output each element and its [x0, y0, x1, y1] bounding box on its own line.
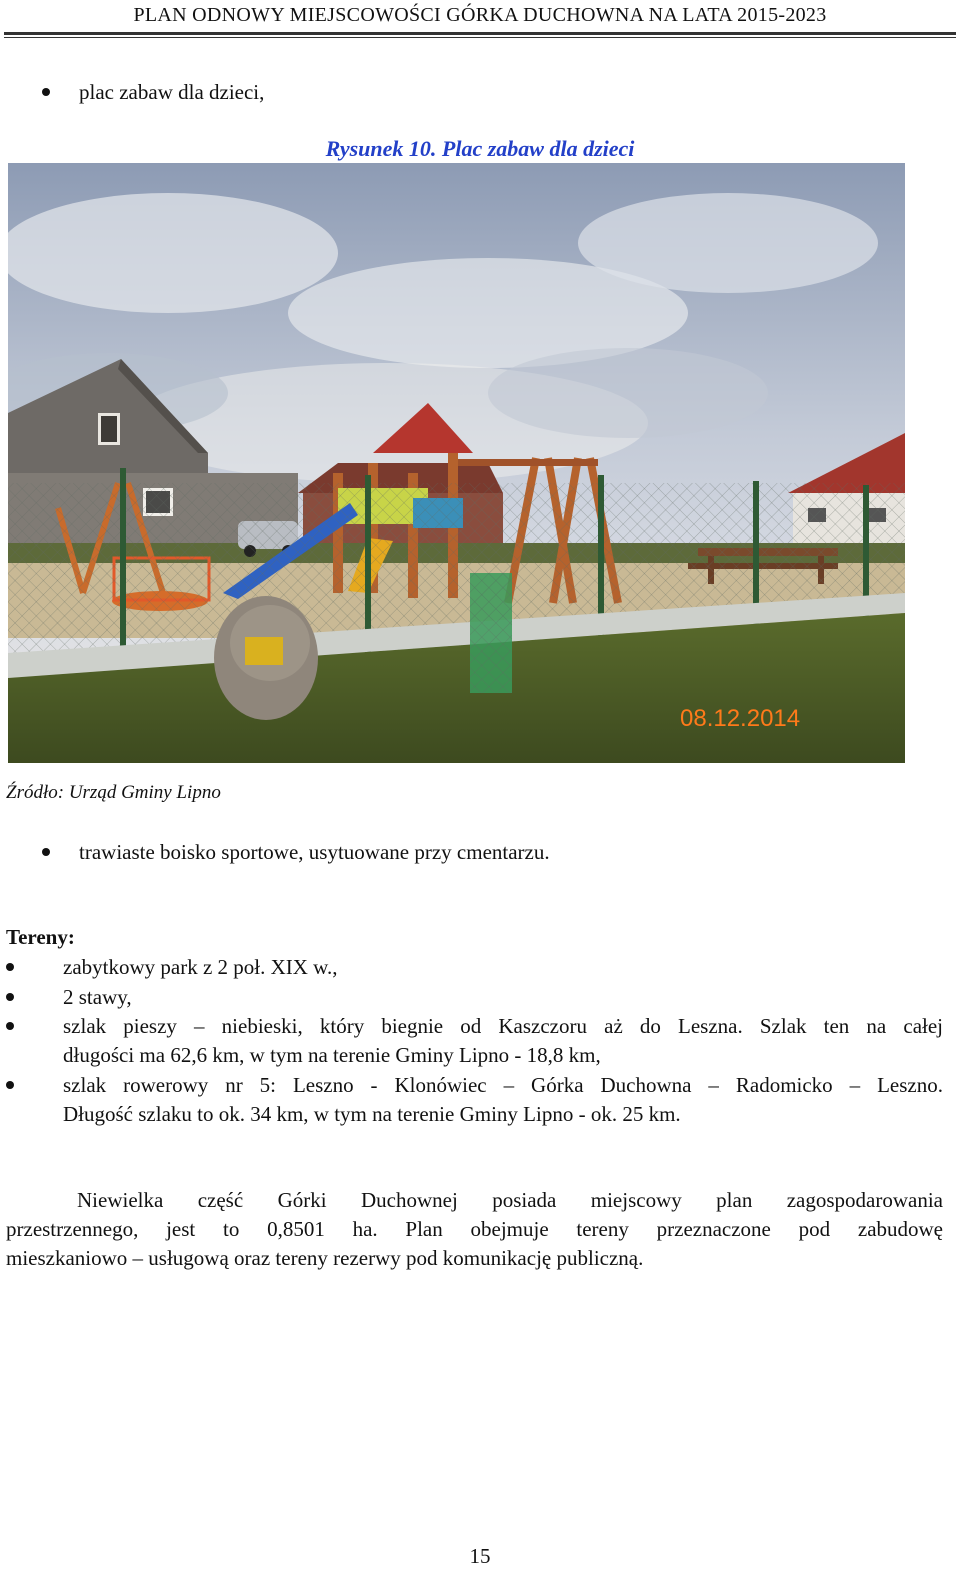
playground-photo: [8, 163, 905, 763]
bullet-icon: [42, 88, 50, 96]
list-item-hiking-trail-line1: szlak pieszy – niebieski, który biegnie od Kaszczoru aż do Leszna. Szlak ten na całej: [63, 1014, 943, 1038]
figure-source: Źródło: Urząd Gminy Lipno: [6, 782, 221, 803]
header-rule-thin: [4, 37, 956, 38]
bullet-icon: [6, 1081, 14, 1089]
paragraph-line2: przestrzennego, jest to 0,8501 ha. Plan obejmuje tereny przeznaczone pod zabudowę: [6, 1217, 943, 1241]
list-item-hiking-trail-line2: długości ma 62,6 km, w tym na terenie Gminy Lipno - 18,8 km,: [63, 1043, 601, 1067]
bullet-icon: [6, 1022, 14, 1030]
photo-date-stamp: 08.12.2014: [680, 705, 801, 732]
list-item-bike-trail-line2: Długość szlaku to ok. 34 km, w tym na terenie Gminy Lipno - ok. 25 km.: [63, 1102, 681, 1126]
paragraph-line1: Niewielka część Górki Duchownej posiada miejscowy plan zagospodarowania: [77, 1188, 943, 1212]
bullet-icon: [42, 848, 50, 856]
list-item-ponds: 2 stawy,: [63, 985, 132, 1009]
figure-caption: Rysunek 10. Plac zabaw dla dzieci: [325, 136, 635, 161]
section-heading-tereny: Tereny:: [6, 925, 75, 949]
bullet-icon: [6, 993, 14, 1001]
list-item-playground: plac zabaw dla dzieci,: [79, 80, 265, 104]
bullet-icon: [6, 963, 14, 971]
list-item-park: zabytkowy park z 2 poł. XIX w.,: [63, 955, 338, 979]
page-number: 15: [469, 1544, 491, 1568]
running-header: PLAN ODNOWY MIEJSCOWOŚCI GÓRKA DUCHOWNA NA LATA 2015-2023: [133, 4, 827, 26]
header-rule-thick: [4, 32, 956, 35]
list-item-sports-field: trawiaste boisko sportowe, usytuowane przy cmentarzu.: [79, 840, 550, 864]
paragraph-line3: mieszkaniowo – usługową oraz tereny rezerwy pod komunikację publiczną.: [6, 1246, 644, 1270]
list-item-bike-trail-line1: szlak rowerowy nr 5: Leszno - Klonówiec – Górka Duchowna – Radomicko – Leszno.: [63, 1073, 943, 1097]
